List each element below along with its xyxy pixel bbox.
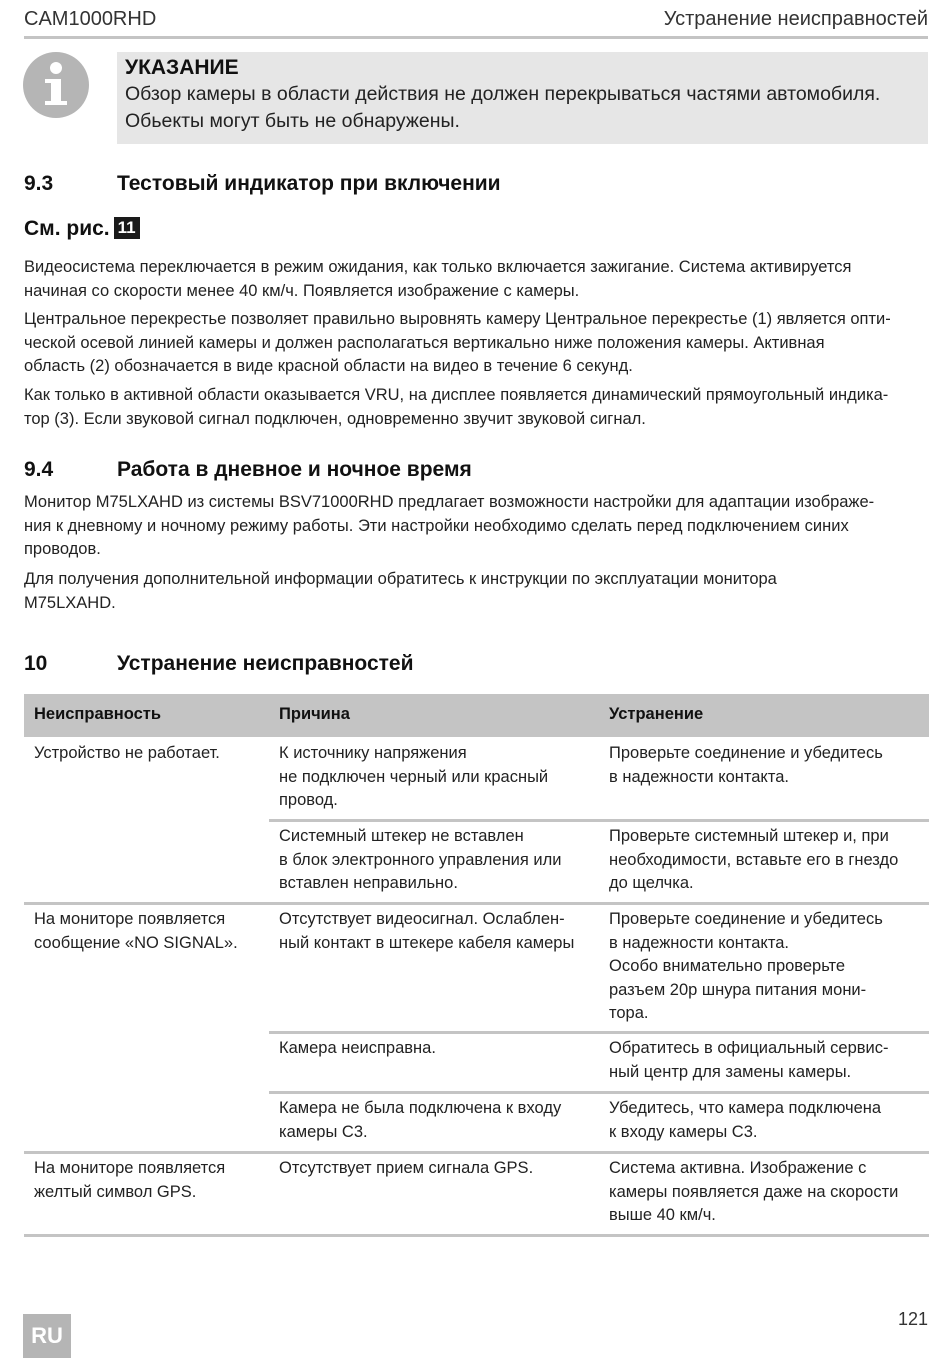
header-section-title: Устранение неисправностей — [663, 8, 928, 30]
section-title: Устранение неисправностей — [117, 652, 414, 675]
column-header-fault: Неисправность — [34, 705, 162, 723]
cell-cause: Системный штекер не вставлен в блок электронного управления или вставлен неправильно. — [279, 827, 562, 892]
note-box — [117, 52, 928, 144]
cell-fix: Проверьте соединение и убедитесь в надежности контакта. Особо внимательно проверьте разъем 20р шнура питания мони- тора. — [609, 910, 883, 1022]
page-header — [24, 6, 928, 39]
paragraph-line: Как только в активной области оказывается VRU, на дисплее появляется динамический прямоугольный индика- — [24, 386, 889, 404]
table-bottom-rule — [24, 1234, 929, 1237]
figure-reference — [24, 217, 140, 241]
paragraph-line: Центральное перекрестье позволяет правильно выровнять камеру Центральное перекрестье (1) является опти- — [24, 310, 891, 328]
header-model: CAM1000RHD — [24, 8, 157, 30]
cell-fault: На мониторе появляется желтый символ GPS. — [34, 1159, 226, 1201]
figure-number: 11 — [114, 217, 140, 239]
cell-fix: Проверьте системный штекер и, при необходимости, вставьте его в гнездо до щелчка. — [609, 827, 899, 892]
note-line: Обзор камеры в области действия не должен перекрываться частями автомобиля. — [125, 83, 881, 105]
section-title: Работа в дневное и ночное время — [117, 458, 472, 481]
column-header-fix: Устранение — [609, 705, 704, 723]
paragraph-line: Для получения дополнительной информации обратитесь к инструкции по эксплуатации монитора — [24, 570, 777, 588]
paragraph — [24, 384, 929, 431]
table-divider — [24, 902, 929, 905]
cell-fix: Обратитесь в официальный сервис- ный центр для замены камеры. — [609, 1039, 889, 1081]
paragraph-line: M75LXAHD. — [24, 593, 116, 612]
info-icon — [23, 52, 89, 118]
table-divider — [269, 1091, 929, 1094]
cell-fix: Система активна. Изображение с камеры появляется даже на скорости выше 40 км/ч. — [609, 1159, 899, 1224]
language-badge: RU — [23, 1314, 71, 1358]
table-divider — [269, 1031, 929, 1034]
paragraph-line: Видеосистема переключается в режим ожидания, как только включается зажигание. Система активируется — [24, 258, 852, 276]
cell-cause: К источнику напряжения не подключен черный или красный провод. — [279, 744, 549, 809]
cell-cause: Камера не была подключена к входу камеры С3. — [279, 1099, 562, 1141]
cell-cause: Отсутствует видеосигнал. Ослаблен- ный контакт в штекере кабеля камеры — [279, 910, 575, 952]
paragraph-line: ческой осевой линией камеры и должен располагаться вертикально ниже положения камеры. Активная — [24, 333, 825, 352]
column-header-cause: Причина — [279, 705, 350, 723]
figure-label: См. рис. — [24, 217, 110, 240]
cell-cause: Отсутствует прием сигнала GPS. — [279, 1159, 534, 1177]
table-divider — [24, 1151, 929, 1154]
paragraph-line: область (2) обозначается в виде красной области на видео в течение 6 секунд. — [24, 357, 633, 375]
section-number: 10 — [24, 652, 48, 675]
section-number: 9.4 — [24, 458, 54, 481]
section-number: 9.3 — [24, 172, 54, 195]
paragraph-line: проводов. — [24, 540, 101, 558]
section-title: Тестовый индикатор при включении — [117, 172, 501, 195]
paragraph — [24, 308, 929, 379]
paragraph — [24, 256, 929, 303]
paragraph-line: тор (3). Если звуковой сигнал подключен, одновременно звучит звуковой сигнал. — [24, 409, 646, 428]
table-divider — [269, 819, 929, 822]
page-number: 121 — [897, 1309, 928, 1329]
note-line: Обьекты могут быть не обнаружены. — [125, 110, 460, 132]
cell-fault: На мониторе появляется сообщение «NO SIGNAL». — [34, 910, 238, 952]
paragraph-line: ния к дневному и ночному режиму работы. Эти настройки необходимо сделать перед подключением синих — [24, 516, 849, 535]
paragraph-line: начиная со скорости менее 40 км/ч. Появляется изображение с камеры. — [24, 281, 580, 300]
cell-cause: Камера неисправна. — [279, 1039, 436, 1057]
paragraph — [24, 568, 929, 615]
note-title: УКАЗАНИЕ — [125, 56, 239, 79]
cell-fix: Убедитесь, что камера подключена к входу камеры С3. — [609, 1099, 882, 1141]
paragraph — [24, 491, 929, 562]
cell-fault: Устройство не работает. — [34, 744, 220, 762]
cell-fix: Проверьте соединение и убедитесь в надежности контакта. — [609, 744, 883, 786]
table-header — [24, 694, 929, 737]
paragraph-line: Монитор M75LXAHD из системы BSV71000RHD предлагает возможности настройки для адаптации изображе- — [24, 493, 875, 511]
